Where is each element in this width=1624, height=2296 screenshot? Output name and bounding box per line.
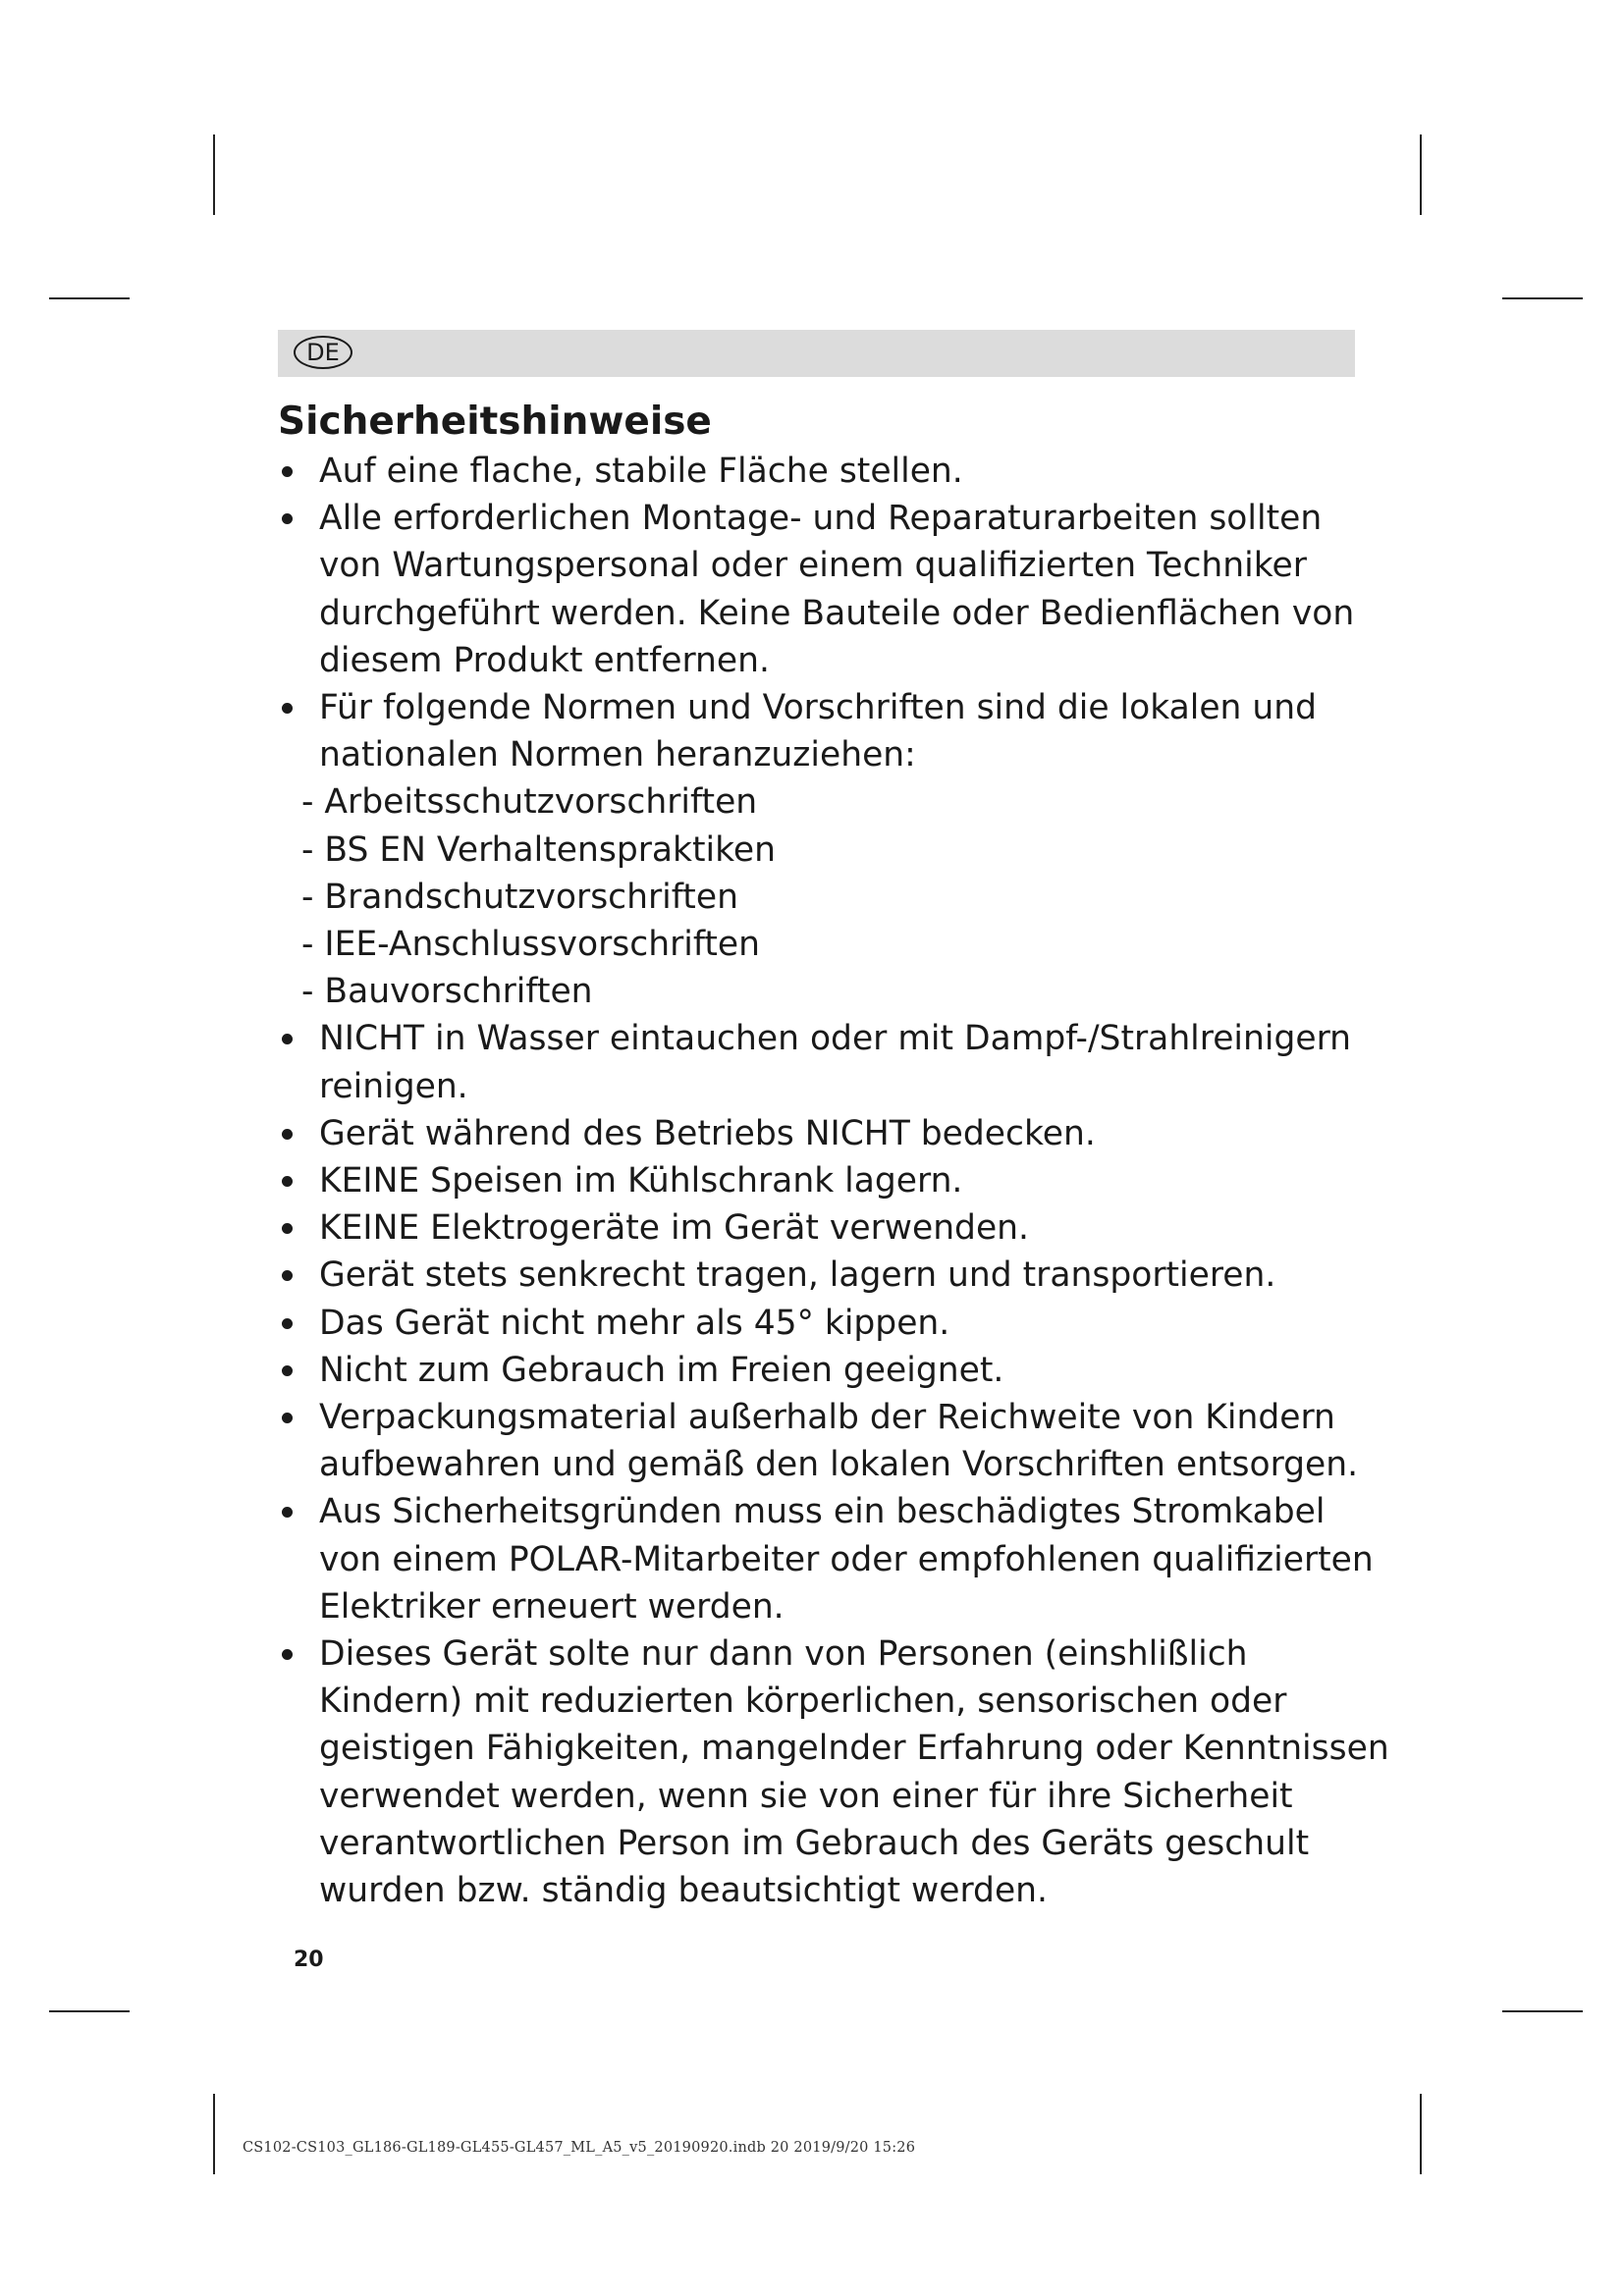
bullet-line: KEINE Speisen im Kühlschrank lagern. xyxy=(319,1161,963,1201)
bullet-item xyxy=(278,448,1378,495)
bullet-line: durchgeführt werden. Keine Bauteile oder Bedienflächen von xyxy=(319,593,1355,633)
crop-mark-bottom-left xyxy=(213,2094,215,2174)
bullet-line: Kindern) mit reduzierten körperlichen, sensorischen oder xyxy=(319,1682,1287,1722)
crop-mark-top-right xyxy=(1420,134,1422,215)
bullet-item xyxy=(278,1110,1378,1157)
bullet-line: geistigen Fähigkeiten, mangelnder Erfahrung oder Kenntnissen xyxy=(319,1729,1389,1769)
safety-instructions-list xyxy=(278,448,1389,1914)
bullet-item xyxy=(278,1204,1378,1252)
bullet-group-2 xyxy=(278,1015,1389,1914)
bullet-item xyxy=(278,1488,1378,1630)
bullet-item xyxy=(278,1015,1378,1109)
print-footer: CS102-CS103_GL186-GL189-GL455-GL457_ML_A5_v5_20190920.indb 20 2019/9/20 15:26 xyxy=(243,2140,916,2156)
bullet-line: NICHT in Wasser eintauchen oder mit Dampf-/Strahlreinigern xyxy=(319,1019,1352,1059)
bullet-line: von einem POLAR-Mitarbeiter oder empfohlenen qualifizierten xyxy=(319,1539,1374,1579)
bullet-line: Gerät stets senkrecht tragen, lagern und transportieren. xyxy=(319,1255,1276,1296)
bullet-line: diesem Produkt entfernen. xyxy=(319,640,770,680)
bullet-item xyxy=(278,1347,1378,1394)
standard-item: - Arbeitsschutzvorschriften xyxy=(301,782,758,823)
bullet-item xyxy=(278,684,1378,778)
bullet-line: Auf eine flache, stabile Fläche stellen. xyxy=(319,452,963,491)
bullet-item xyxy=(278,1630,1389,1914)
language-badge: DE xyxy=(294,336,352,369)
crop-mark-bottom-right xyxy=(1420,2094,1422,2174)
crop-mark-left-upper xyxy=(49,297,130,299)
crop-mark-left-lower xyxy=(49,2010,130,2012)
bullet-line: verantwortlichen Person im Gebrauch des Geräts geschult xyxy=(319,1823,1310,1863)
standards-sub-list xyxy=(278,778,1378,1015)
bullet-line: verwendet werden, wenn sie von einer für ihre Sicherheit xyxy=(319,1776,1293,1816)
bullet-line: Elektriker erneuert werden. xyxy=(319,1586,785,1627)
crop-mark-right-lower xyxy=(1502,2010,1583,2012)
bullet-line: Aus Sicherheitsgründen muss ein beschädigtes Stromkabel xyxy=(319,1492,1326,1532)
standard-item: - IEE-Anschlussvorschriften xyxy=(301,925,760,965)
bullet-line: Nicht zum Gebrauch im Freien geeignet. xyxy=(319,1350,1004,1390)
standard-item: - BS EN Verhaltenspraktiken xyxy=(301,829,776,870)
bullet-line: nationalen Normen heranzuziehen: xyxy=(319,735,916,775)
bullet-line: Das Gerät nicht mehr als 45° kippen. xyxy=(319,1303,950,1343)
crop-mark-top-left xyxy=(213,134,215,215)
bullet-line: Verpackungsmaterial außerhalb der Reichweite von Kindern xyxy=(319,1398,1335,1438)
bullet-line: aufbewahren und gemäß den lokalen Vorschriften entsorgen. xyxy=(319,1445,1359,1485)
language-header-bar xyxy=(278,330,1355,377)
standard-item: - Bauvorschriften xyxy=(301,972,593,1012)
bullet-line: Alle erforderlichen Montage- und Reparaturarbeiten sollten xyxy=(319,499,1323,539)
bullet-item xyxy=(278,1157,1378,1204)
standard-item: - Brandschutzvorschriften xyxy=(301,877,738,917)
bullet-item xyxy=(278,1252,1378,1299)
bullet-line: reinigen. xyxy=(319,1066,468,1106)
bullet-line: von Wartungspersonal oder einem qualifizierten Techniker xyxy=(319,546,1307,586)
bullet-item xyxy=(278,495,1378,684)
crop-mark-right-upper xyxy=(1502,297,1583,299)
bullet-line: Gerät während des Betriebs NICHT bedecken. xyxy=(319,1113,1096,1153)
bullet-group-1 xyxy=(278,448,1378,778)
bullet-line: wurden bzw. ständig beautsichtigt werden. xyxy=(319,1871,1049,1911)
page-number: 20 xyxy=(294,1948,324,1972)
section-title: Sicherheitshinweise xyxy=(278,400,712,444)
bullet-line: Für folgende Normen und Vorschriften sind die lokalen und xyxy=(319,688,1318,728)
bullet-line: Dieses Gerät solte nur dann von Personen (einshlißlich xyxy=(319,1634,1248,1675)
bullet-item xyxy=(278,1394,1378,1488)
bullet-item xyxy=(278,1300,1378,1347)
bullet-line: KEINE Elektrogeräte im Gerät verwenden. xyxy=(319,1208,1030,1249)
